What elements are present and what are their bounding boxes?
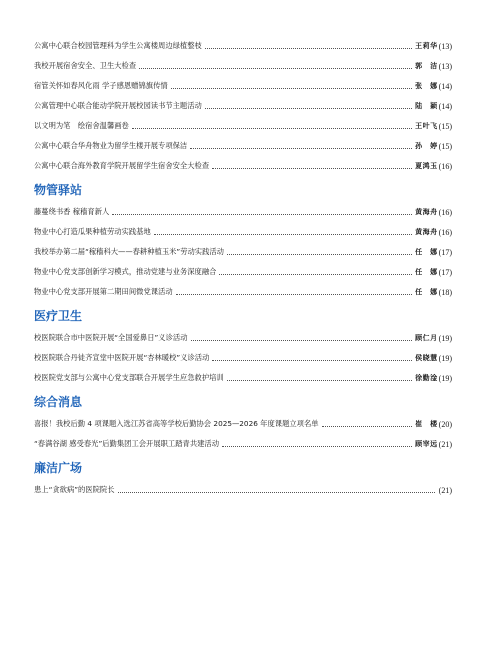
entry-author: 顾仁月 <box>415 333 438 342</box>
entry-title: 患上“贪欲病”的医院院长 <box>34 485 115 494</box>
section-heading: 综合消息 <box>34 395 83 409</box>
entry-author: 孙 婷 <box>415 141 438 150</box>
entry-page-number: (13) <box>438 41 452 51</box>
toc-entry[interactable] <box>34 222 452 242</box>
dot-leader <box>227 254 412 255</box>
entry-title: 物业中心打造瓜果种植劳动实践基地 <box>34 227 151 236</box>
dot-leader <box>222 446 412 447</box>
entry-page-number: (17) <box>438 267 452 277</box>
entry-title: 公寓管理中心联合能动学院开展校园读书节主题活动 <box>34 101 202 110</box>
dot-leader <box>191 340 413 341</box>
toc-entry[interactable] <box>34 136 452 156</box>
entry-author: 任 娜 <box>415 287 438 296</box>
entry-page-number: (14) <box>438 81 452 91</box>
entry-author: 黄海舟 <box>415 207 438 216</box>
entry-page-number: (15) <box>438 141 452 151</box>
toc-entry[interactable] <box>34 282 452 302</box>
toc-entry[interactable] <box>34 156 452 176</box>
toc-entry[interactable] <box>34 96 452 116</box>
entry-author: 任 娜 <box>415 267 438 276</box>
entry-page-number: (15) <box>438 121 452 131</box>
dot-leader <box>205 108 412 109</box>
dot-leader <box>212 168 412 169</box>
entry-page-number: (21) <box>438 439 452 449</box>
toc-entry[interactable] <box>34 348 452 368</box>
entry-author: 张 娜 <box>415 81 438 90</box>
entry-page-number: (17) <box>438 247 452 257</box>
entry-author: 王莉华 <box>415 41 438 50</box>
dot-leader <box>118 492 435 493</box>
entry-title: 宿管关怀如春风化雨 学子感恩赠锦旗传情 <box>34 81 168 90</box>
dot-leader <box>190 148 412 149</box>
toc-entry[interactable] <box>34 76 452 96</box>
entry-page-number: (20) <box>438 419 452 429</box>
toc-entry[interactable] <box>34 116 452 136</box>
entry-title: 校医院党支部与公寓中心党支部联合开展学生应急救护培训 <box>34 373 224 382</box>
entry-title: 我校开展宿舍安全、卫生大检查 <box>34 61 137 70</box>
entry-page-number: (13) <box>438 61 452 71</box>
entry-author: 王叶飞 <box>415 121 438 130</box>
entry-title: 物业中心党支部开展第二期田间微党课活动 <box>34 287 173 296</box>
entry-page-number: (21) <box>438 485 452 495</box>
toc-section <box>34 179 452 302</box>
entry-page-number: (18) <box>438 287 452 297</box>
table-of-contents <box>34 36 452 500</box>
entry-title: 校医院联合丹徒齐宣堂中医院开展“杏林暖校”义诊活动 <box>34 353 210 362</box>
toc-entry[interactable] <box>34 56 452 76</box>
toc-section <box>34 36 452 176</box>
section-heading: 医疗卫生 <box>34 309 83 323</box>
entry-title: 以文明为笔 绘宿舍温馨画卷 <box>34 121 129 130</box>
entry-page-number: (16) <box>438 207 452 217</box>
entry-title: 物业中心党支部创新学习模式，推动党建与业务深度融合 <box>34 267 217 276</box>
toc-entry[interactable] <box>34 36 452 56</box>
toc-entry[interactable] <box>34 262 452 282</box>
toc-entry[interactable] <box>34 434 452 454</box>
dot-leader <box>205 48 412 49</box>
entry-page-number: (19) <box>438 333 452 343</box>
entry-page-number: (16) <box>438 227 452 237</box>
entry-author: 任 娜 <box>415 247 438 256</box>
section-heading: 物管驿站 <box>34 183 83 197</box>
entry-author: 侯晓慧 <box>415 353 438 362</box>
toc-section <box>34 457 452 500</box>
dot-leader <box>112 214 412 215</box>
entry-title: 我校举办第二届“稼穑科大——春耕种植玉米”劳动实践活动 <box>34 247 224 256</box>
entry-page-number: (14) <box>438 101 452 111</box>
entry-author: 夏鸿玉 <box>415 161 438 170</box>
toc-entry[interactable] <box>34 242 452 262</box>
dot-leader <box>176 294 413 295</box>
toc-entry[interactable] <box>34 328 452 348</box>
entry-title: 公寓中心联合校园管理科为学生公寓楼周边绿植整枝 <box>34 41 202 50</box>
section-heading: 廉洁广场 <box>34 461 83 475</box>
toc-entry[interactable] <box>34 368 452 388</box>
entry-author: 顾宰远 <box>415 439 438 448</box>
entry-title: 公寓中心联合海外教育学院开展留学生宿舍安全大检查 <box>34 161 210 170</box>
dot-leader <box>171 88 413 89</box>
toc-entry[interactable] <box>34 202 452 222</box>
toc-section <box>34 305 452 388</box>
dot-leader <box>212 360 412 361</box>
entry-title: 藤蔓绕书香 稼穑育新人 <box>34 207 110 216</box>
entry-title: 校医院联合市中医院开展“全国爱鼻日”义诊活动 <box>34 333 188 342</box>
dot-leader <box>322 426 413 427</box>
entry-title: 公寓中心联合华舟物业为留学生楼开展专项保洁 <box>34 141 188 150</box>
entry-page-number: (19) <box>438 373 452 383</box>
toc-entry[interactable] <box>34 414 452 434</box>
toc-entry[interactable] <box>34 480 452 500</box>
entry-author: 郭 洁 <box>415 61 438 70</box>
entry-title: “春满谷湖 感受春光”后勤集团工会开展职工踏青共建活动 <box>34 439 220 448</box>
entry-title: 喜报！我校后勤 4 项课题入选江苏省高等学校后勤协会 2025—2026 年度课题立项名单 <box>34 419 319 428</box>
entry-author: 陆 颖 <box>415 101 438 110</box>
entry-author: 崔 楼 <box>415 419 438 428</box>
entry-author: 黄海舟 <box>415 227 438 236</box>
dot-leader <box>139 68 412 69</box>
dot-leader <box>227 380 412 381</box>
dot-leader <box>132 128 412 129</box>
entry-page-number: (19) <box>438 353 452 363</box>
entry-page-number: (16) <box>438 161 452 171</box>
dot-leader <box>154 234 412 235</box>
dot-leader <box>219 274 412 275</box>
toc-section <box>34 391 452 454</box>
entry-author: 徐勤淦 <box>415 373 438 382</box>
